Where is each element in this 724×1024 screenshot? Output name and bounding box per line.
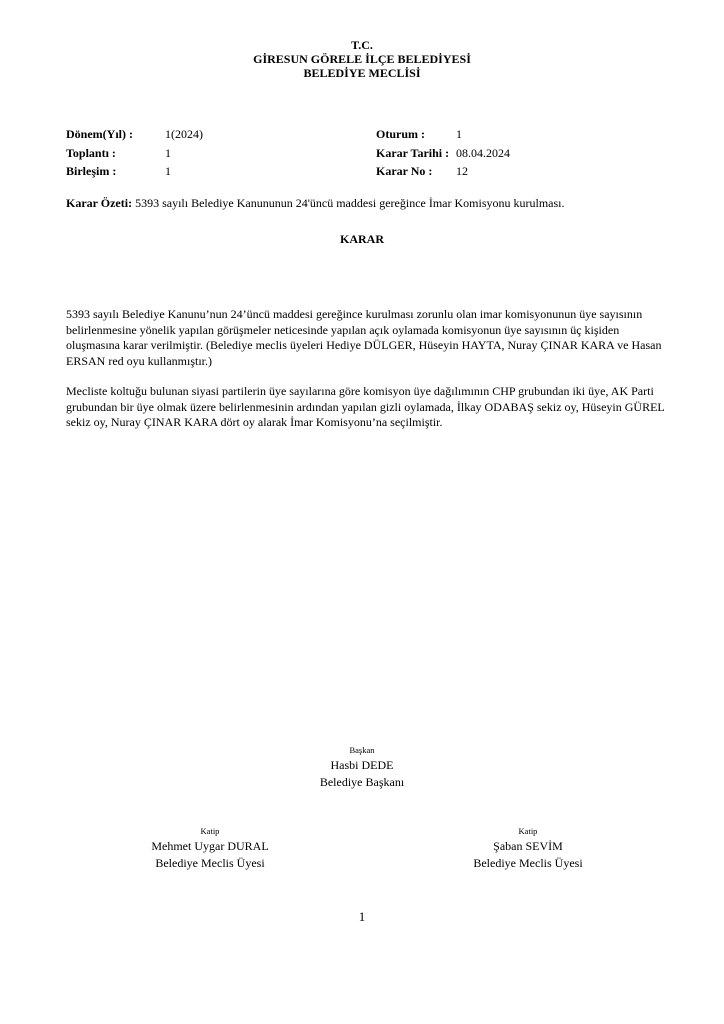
meta-term-row [66,125,203,144]
signature-clerk-1-title: Belediye Meclis Üyesi [155,855,265,870]
meta-sitting-row [376,125,510,144]
signature-clerk-2-title: Belediye Meclis Üyesi [473,855,583,870]
decision-summary-label: Karar Özeti: [66,196,133,210]
header-country: T.C. [351,38,373,52]
meta-decision-no-label: Karar No : [376,164,433,178]
meta-date-value: 08.04.2024 [456,145,510,160]
meta-date-label: Karar Tarihi : [376,145,450,160]
meta-meeting-row [66,144,203,163]
signature-clerk-1 [110,825,310,871]
signature-president-role: Başkan [349,745,375,755]
signature-clerk-2-role: Katip [518,826,538,836]
decision-paragraph-1: 5393 sayılı Belediye Kanunu’nun 24’üncü maddesi gereğince kurulması zorunlu olan imar komisyonunun üye sayısının belirlenmesine yönelik yapılan görüşmeler neticesinde yapılan açık oylamada komisyonun üye sayısının üç kişiden oluşmasına karar verilmiştir. (Belediye meclis üyeleri Hediye DÜLGER, Hüseyin HAYTA, Nuray ÇINAR KARA ve Hasan ERSAN red oyu kullanmıştır.) [66,307,662,368]
meta-session-value: 1 [165,164,171,178]
decision-paragraph-2: Mecliste koltuğu bulunan siyasi partilerin üye sayılarına göre komisyon üye dağılımının CHP grubundan iki üye, AK Parti grubundan bir üye olmak üzere belirlenmesinin ardından yapılan gizli oylamada, İlkay ODABAŞ sekiz oy, Hüseyin GÜREL sekiz oy, Nuray ÇINAR KARA dört oy alarak İmar Komisyonu’na seçilmiştir. [66,384,665,429]
decision-summary [66,196,666,211]
signature-president-name: Hasbi DEDE [330,758,394,772]
meta-session-label: Birleşim : [66,164,117,178]
meta-sitting-label: Oturum : [376,127,425,141]
meta-left-block [66,125,203,181]
signature-clerk-1-name: Mehmet Uygar DURAL [151,839,269,853]
meta-sitting-value: 1 [456,127,462,141]
meta-term-value: 1(2024) [165,127,203,141]
meta-date-row [376,144,510,163]
signature-clerk-1-role: Katip [200,826,220,836]
signature-president [262,744,462,790]
meta-meeting-value: 1 [165,145,171,160]
header-municipality: GİRESUN GÖRELE İLÇE BELEDİYESİ [253,52,471,66]
header-council: BELEDİYE MECLİSİ [303,66,421,80]
meta-meeting-label: Toplantı : [66,145,116,160]
meta-decision-no-row [376,162,510,181]
signature-clerk-2-name: Şaban SEVİM [493,839,563,853]
meta-term-label: Dönem(Yıl) : [66,127,133,141]
decision-title: KARAR [340,232,384,246]
meta-decision-no-value: 12 [456,164,468,178]
decision-summary-text: 5393 sayılı Belediye Kanununun 24'üncü maddesi gereğince İmar Komisyonu kurulması. [132,196,565,210]
meta-session-row [66,162,203,181]
page-number: 1 [358,909,366,924]
meta-right-block [376,125,510,181]
signature-clerk-2 [428,825,628,871]
document-header [0,38,724,80]
signature-president-title: Belediye Başkanı [319,774,405,789]
